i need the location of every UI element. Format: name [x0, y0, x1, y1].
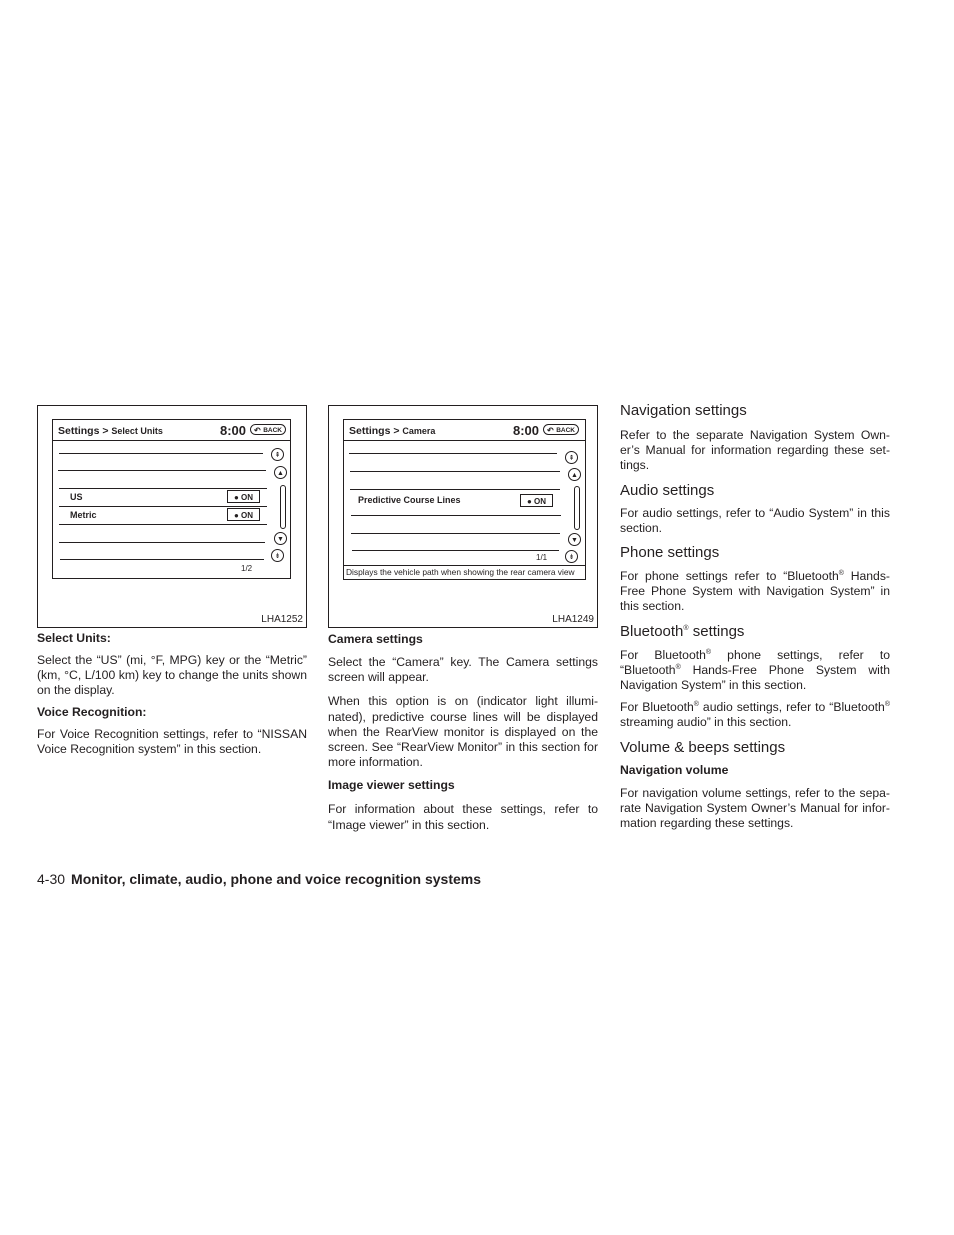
navigation-volume-text: For navigation volume settings, refer to the sepa-rate Navigation System Owner’s Manual for infor-mation regarding these settings. [620, 785, 890, 831]
camera-figure [328, 405, 598, 628]
us-option-label[interactable]: US [70, 492, 83, 502]
screen-breadcrumb: Camera [402, 426, 436, 436]
screen-clock: 8:00 [220, 423, 247, 438]
scrollbar[interactable] [280, 485, 286, 529]
camera-screen [343, 419, 586, 580]
scroll-down-icon[interactable]: ▼ [274, 532, 287, 545]
page-indicator: 1/2 [241, 564, 253, 573]
screen-title: Settings > Camera [349, 425, 436, 437]
scroll-top-icon[interactable]: ⇞ [565, 451, 578, 464]
scroll-up-icon[interactable]: ▲ [568, 468, 581, 481]
row-divider [59, 524, 267, 525]
predictive-course-lines-on-indicator[interactable]: ● ON [520, 494, 553, 507]
column-3 [620, 402, 890, 831]
back-button[interactable]: ↶ BACK [543, 424, 579, 435]
chapter-title: Monitor, climate, audio, phone and voice recognition systems [71, 871, 481, 887]
navigation-settings-text: Refer to the separate Navigation System Own-er’s Manual for information regarding these set-tings. [620, 428, 890, 473]
navigation-volume-heading: Navigation volume [620, 762, 729, 777]
phone-settings-heading: Phone settings [620, 544, 720, 562]
voice-recognition-heading: Voice Recognition: [37, 704, 147, 719]
image-viewer-text: For information about these settings, refer to “Image viewer” in this section. [328, 802, 598, 832]
voice-recognition-text: For Voice Recognition settings, refer to “NISSAN Voice Recognition system” in this section. [37, 726, 307, 756]
row-divider [349, 453, 557, 454]
volume-beeps-heading: Volume & beeps settings [620, 738, 786, 756]
scroll-bottom-icon[interactable]: ⇟ [271, 549, 284, 562]
row-divider [351, 533, 560, 534]
us-on-indicator[interactable]: ● ON [227, 490, 260, 503]
bluetooth-audio-text: For Bluetooth® audio settings, refer to “Bluetooth® streaming audio” in this section. [620, 700, 890, 730]
metric-on-indicator[interactable]: ● ON [227, 508, 260, 521]
bluetooth-settings-heading: Bluetooth® settings [620, 622, 745, 640]
image-viewer-heading: Image viewer settings [328, 778, 455, 793]
course-lines-text: When this option is on (indicator light illumi-nated), predictive course lines will be displayed when the RearView monitor is displayed on the screen. See “RearView Monitor” in this section for more information. [328, 694, 598, 770]
scrollbar[interactable] [574, 486, 580, 530]
row-divider [60, 559, 264, 560]
row-divider [59, 542, 265, 543]
scroll-bottom-icon[interactable]: ⇟ [565, 550, 578, 563]
back-arrow-icon: ↶ [254, 426, 261, 435]
audio-settings-text: For audio settings, refer to “Audio System” in this section. [620, 505, 890, 535]
screen-breadcrumb: Select Units [111, 426, 163, 436]
header-divider [53, 440, 290, 441]
page-footer [37, 871, 481, 887]
select-units-text: Select the “US” (mi, °F, MPG) key or the “Metric” (km, °C, L/100 km) key to change the units shown on the display. [37, 653, 307, 698]
navigation-settings-heading: Navigation settings [620, 402, 747, 419]
metric-option-label[interactable]: Metric [70, 510, 97, 520]
camera-settings-heading: Camera settings [328, 632, 423, 646]
column-1 [37, 631, 307, 757]
screen-title: Settings > Select Units [58, 425, 163, 437]
row-divider [58, 470, 266, 471]
scroll-up-icon[interactable]: ▲ [274, 466, 287, 479]
help-message-bar: Displays the vehicle path when showing the rear camera view [344, 565, 585, 578]
scroll-down-icon[interactable]: ▼ [568, 533, 581, 546]
row-divider [352, 550, 559, 551]
scroll-top-icon[interactable]: ⇞ [271, 448, 284, 461]
header-divider [344, 440, 585, 441]
row-divider [59, 453, 263, 454]
back-button[interactable]: ↶ BACK [250, 424, 286, 435]
figure-caption: LHA1249 [552, 614, 594, 625]
select-units-figure [37, 405, 307, 628]
back-arrow-icon: ↶ [547, 426, 554, 435]
select-units-screen [52, 419, 291, 579]
row-divider [59, 506, 267, 507]
figure-caption: LHA1252 [261, 614, 303, 625]
row-divider [351, 515, 561, 516]
row-divider [59, 488, 267, 489]
camera-settings-text: Select the “Camera” key. The Camera settings screen will appear. [328, 655, 598, 685]
phone-settings-text: For phone settings refer to “Bluetooth® Hands-Free Phone System with Navigation System” in this section. [620, 569, 890, 614]
page-number: 4-30 [37, 871, 66, 887]
row-divider [350, 471, 560, 472]
bluetooth-phone-text: For Bluetooth® phone settings, refer to “Bluetooth® Hands-Free Phone System with Navigation System” in this section. [620, 647, 890, 693]
row-divider [350, 489, 560, 490]
screen-clock: 8:00 [513, 423, 540, 438]
select-units-heading: Select Units: [37, 631, 111, 645]
column-2 [328, 632, 598, 833]
page-indicator: 1/1 [536, 553, 548, 562]
predictive-course-lines-label[interactable]: Predictive Course Lines [358, 495, 461, 505]
audio-settings-heading: Audio settings [620, 481, 715, 499]
